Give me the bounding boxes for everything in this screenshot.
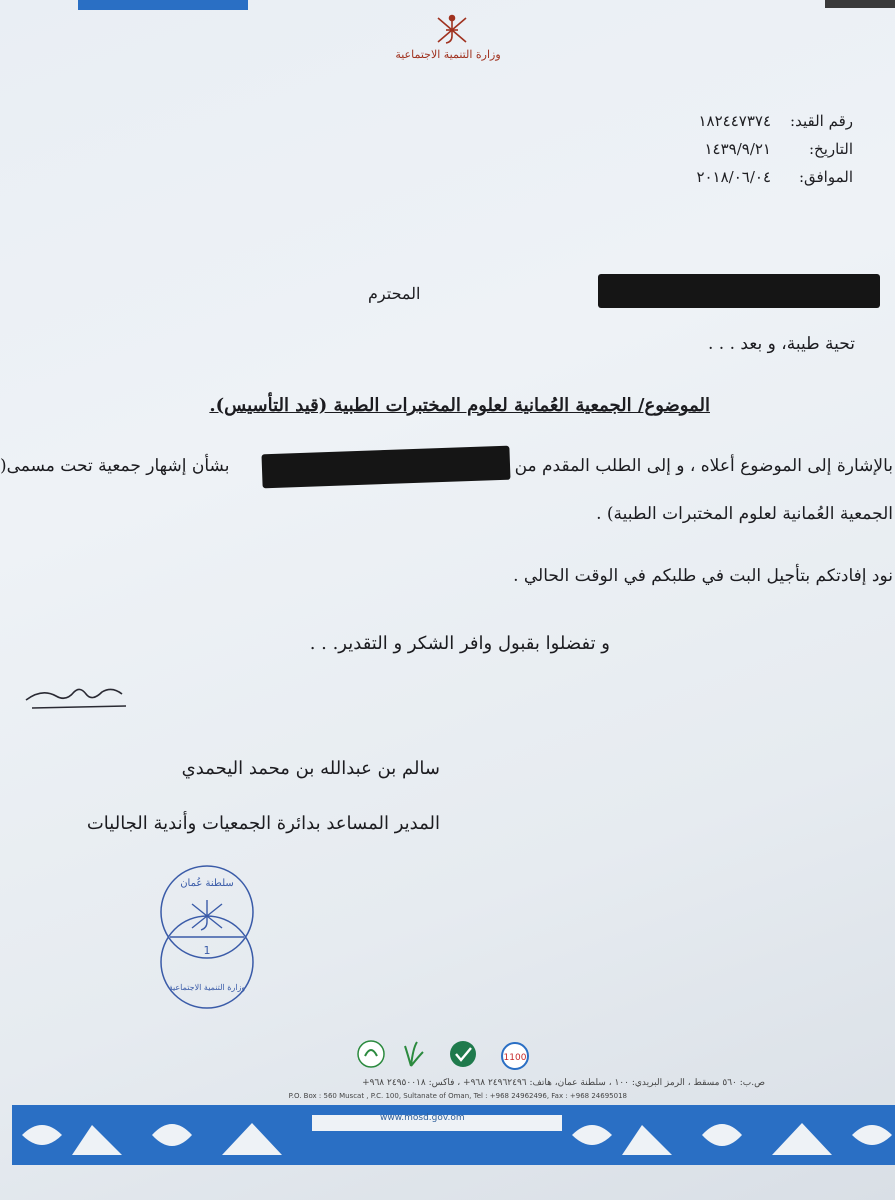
footer-logos xyxy=(355,1038,540,1074)
paragraph-1-line-2: الجمعية العُمانية لعلوم المختبرات الطبية) . xyxy=(596,504,893,524)
footer-address-english: P.O. Box : 560 Muscat , P.C. 100, Sultanate of Oman, Tel : +968 24962496, Fax : +968 24695018 xyxy=(288,1092,627,1100)
logo-2-icon xyxy=(405,1042,423,1066)
stamp-bottom-text: وزارة التنمية الاجتماعية xyxy=(168,983,246,992)
reference-value: ١٨٢٤٤٧٣٧٤ xyxy=(698,112,771,130)
handwritten-signature xyxy=(22,680,132,716)
date-label: التاريخ: xyxy=(809,140,853,158)
official-stamp xyxy=(148,862,266,1012)
reference-label: رقم القيد: xyxy=(790,112,853,130)
redacted-applicant xyxy=(261,446,510,489)
paragraph-2: نود إفادتكم بتأجيل البت في طلبكم في الوقت الحالي . xyxy=(513,566,893,586)
date-row xyxy=(704,140,853,158)
stamp-emblem-icon xyxy=(192,900,222,930)
svg-text:1100: 1100 xyxy=(503,1053,527,1063)
footer-decorative-band xyxy=(12,1095,895,1165)
date-value: ١٤٣٩/٩/٢١ xyxy=(704,140,771,158)
logo-4-icon xyxy=(502,1043,528,1069)
ministry-name: وزارة التنمية الاجتماعية xyxy=(395,48,501,61)
signatory-name: سالم بن عبدالله بن محمد اليحمدي xyxy=(181,758,440,779)
honorific: المحترم xyxy=(368,284,421,303)
corresponding-date-row xyxy=(696,168,853,186)
corresponding-label: الموافق: xyxy=(798,168,853,186)
stamp-number: 1 xyxy=(203,944,211,957)
oman-emblem-icon xyxy=(432,12,472,48)
footer-website: www.mosd.gov.om xyxy=(380,1113,465,1123)
greeting: تحية طيبة، و بعد . . . xyxy=(707,334,855,354)
signatory-title: المدير المساعد بدائرة الجمعيات وأندية الجاليات xyxy=(86,813,440,834)
header-blue-strip xyxy=(78,0,248,10)
paragraph-1-start: بالإشارة إلى الموضوع أعلاه ، و إلى الطلب المقدم من xyxy=(514,456,893,476)
header-dark-edge xyxy=(825,0,895,8)
logo-3-icon xyxy=(450,1041,476,1067)
stamp-top-text: سلطنة عُمان xyxy=(180,878,234,889)
subject-line: الموضوع/ الجمعية العُمانية لعلوم المختبرات الطبية (قيد التأسيس). xyxy=(209,395,710,416)
redacted-addressee xyxy=(598,274,880,308)
footer-address-arabic: ص.ب: ٥٦٠ مسقط ، الرمز البريدي: ١٠٠ ، سلطنة عمان، هاتف: ٢٤٩٦٢٤٩٦ ٩٦٨+ ، فاكس: ٢٤٩٥٠٠١٨ ٩٦٨+ xyxy=(362,1078,765,1088)
reference-row xyxy=(698,112,853,130)
paragraph-1-end: بشأن إشهار جمعية تحت مسمى( xyxy=(0,456,230,476)
corresponding-value: ٢٠١٨/٠٦/٠٤ xyxy=(696,168,771,186)
logo-1-icon xyxy=(358,1041,384,1067)
closing-line: و تفضلوا بقبول وافر الشكر و التقدير. . . xyxy=(309,633,610,654)
